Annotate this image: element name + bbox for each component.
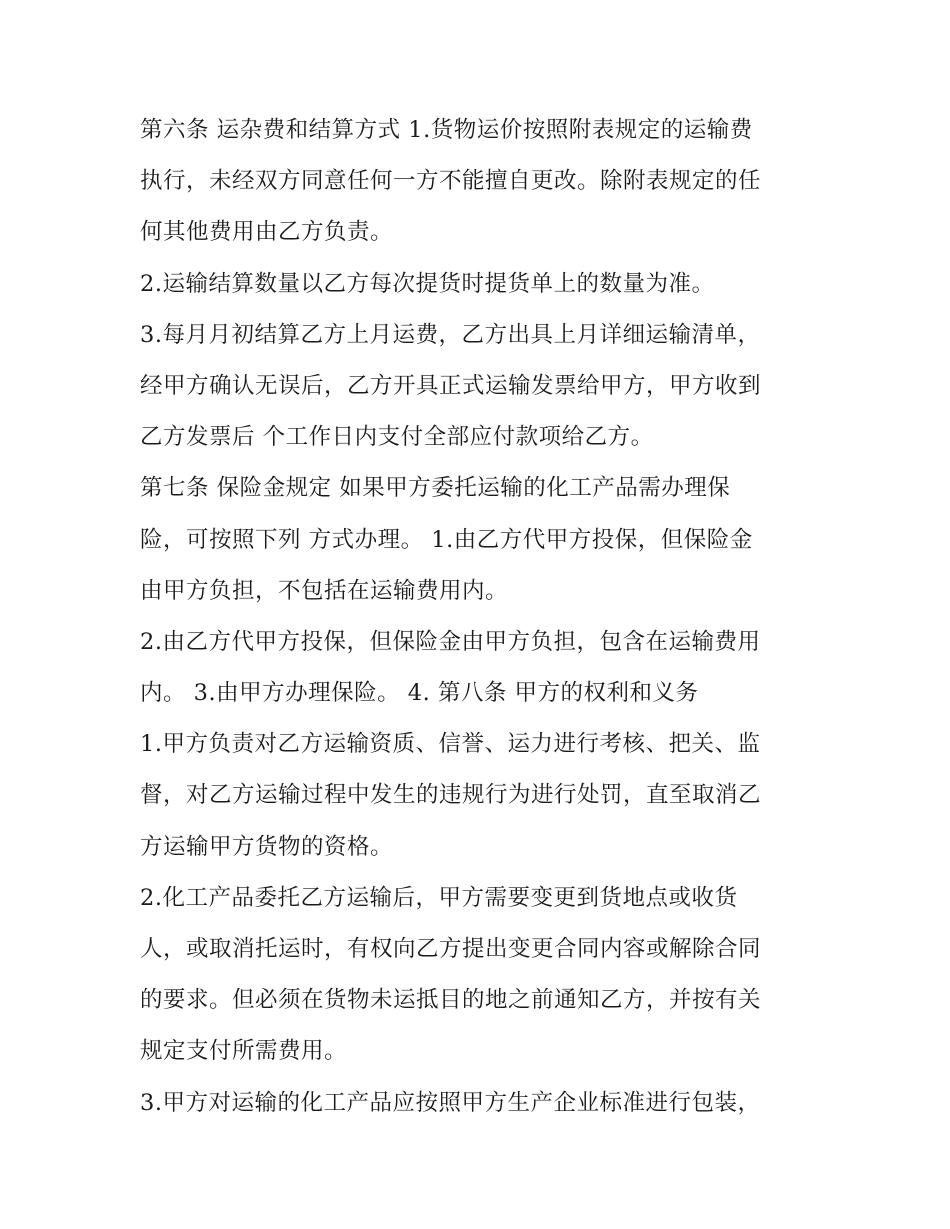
text-line: 督，对乙方运输过程中发生的违规行为进行处罚，直至取消乙 [140, 782, 762, 809]
text-line: 乙方发票后 个工作日内支付全部应付款项给乙方。 [140, 424, 654, 451]
text-line: 规定支付所需费用。 [140, 1038, 348, 1065]
text-line: 何其他费用由乙方负责。 [140, 219, 394, 246]
text-line: 2.运输结算数量以乙方每次提货时提货单上的数量为准。 [140, 270, 715, 297]
text-line: 由甲方负担，不包括在运输费用内。 [140, 577, 509, 604]
text-line: 2.由乙方代甲方投保，但保险金由甲方负担，包含在运输费用 [140, 628, 761, 655]
text-line: 3.甲方对运输的化工产品应按照甲方生产企业标准进行包装， [140, 1089, 761, 1116]
document-body [140, 105, 820, 1129]
text-line: 执行，未经双方同意任何一方不能擅自更改。除附表规定的任 [140, 168, 762, 195]
text-line: 险，可按照下列 方式办理。 1.由乙方代甲方投保，但保险金 [140, 526, 753, 553]
text-line: 的要求。但必须在货物未运抵目的地之前通知乙方，并按有关 [140, 987, 762, 1014]
text-line: 3.每月月初结算乙方上月运费，乙方出具上月详细运输清单， [140, 321, 761, 348]
text-line: 1.甲方负责对乙方运输资质、信誉、运力进行考核、把关、监 [140, 731, 761, 758]
text-line: 第七条 保险金规定 如果甲方委托运输的化工产品需办理保 [140, 475, 731, 502]
text-line: 第六条 运杂费和结算方式 1.货物运价按照附表规定的运输费 [140, 117, 753, 143]
text-line: 人，或取消托运时，有权向乙方提出变更合同内容或解除合同 [140, 936, 762, 962]
text-line: 经甲方确认无误后，乙方开具正式运输发票给甲方，甲方收到 [140, 372, 762, 399]
text-line: 2.化工产品委托乙方运输后，甲方需要变更到货地点或收货 [140, 884, 738, 911]
text-line: 内。 3.由甲方办理保险。 4. 第八条 甲方的权利和义务 [140, 680, 699, 707]
text-line: 方运输甲方货物的资格。 [140, 833, 394, 860]
